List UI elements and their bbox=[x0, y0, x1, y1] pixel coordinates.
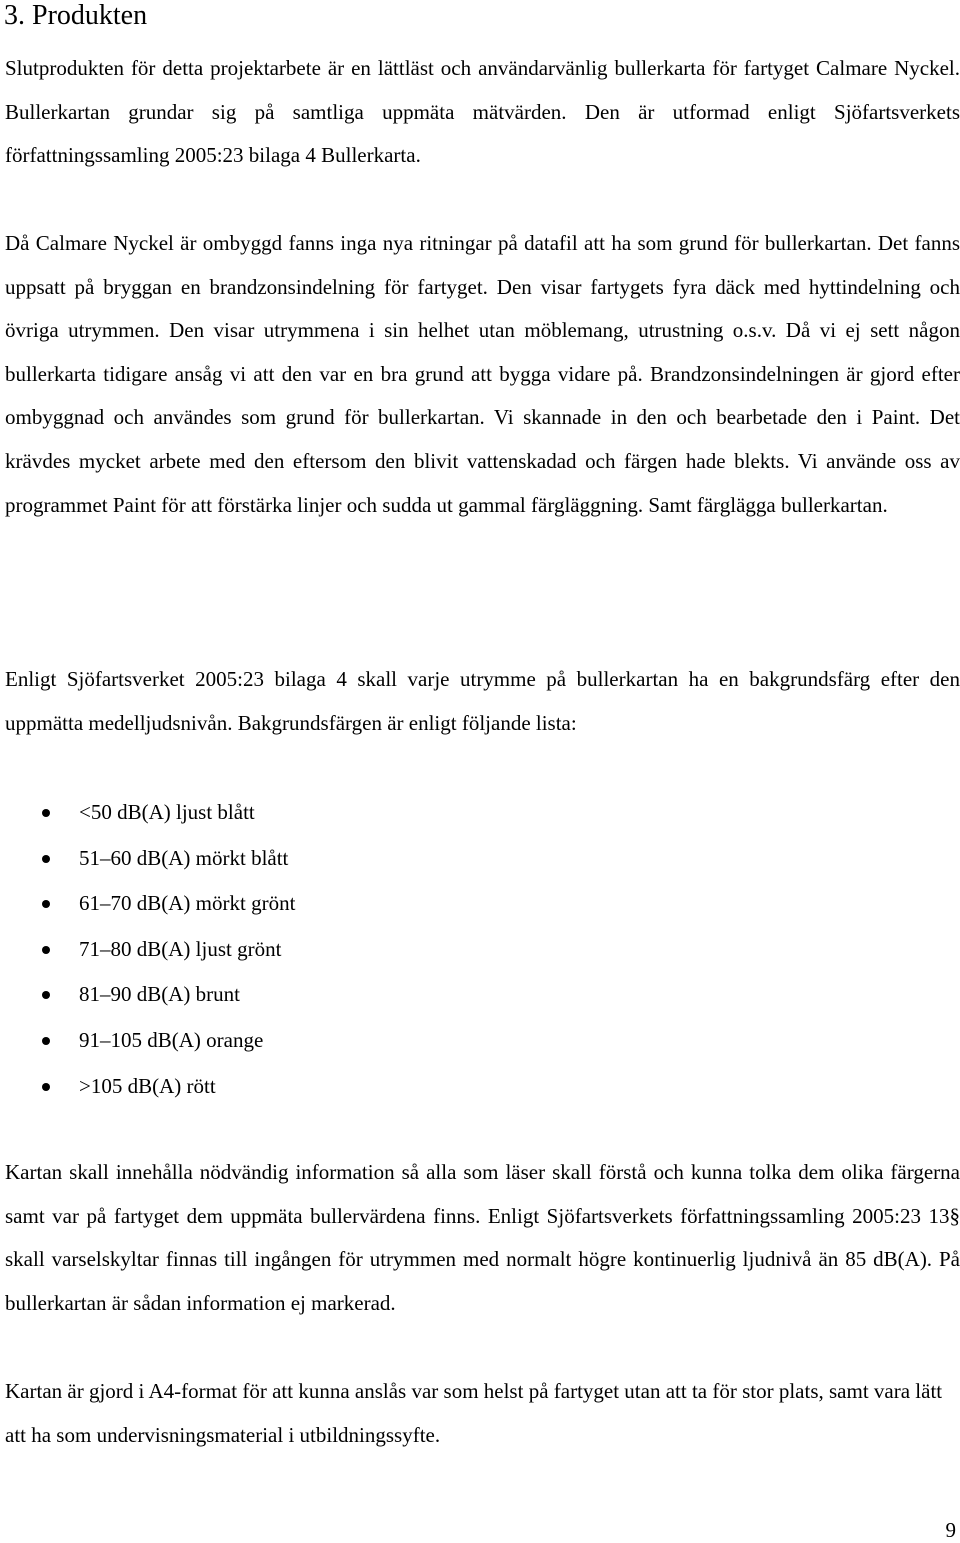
bullet-icon bbox=[42, 855, 50, 863]
paragraph-intro: Slutprodukten för detta projektarbete är en lättläst och användarvänlig bullerkarta för fartyget Calmare Nyckel. Bullerkartan grundar sig på samtliga uppmäta mätvärden. Den är utformad enligt Sjöfartsverkets författningssamling 2005:23 bilaga 4 Bullerkarta. bbox=[5, 56, 960, 168]
bullet-icon bbox=[42, 991, 50, 999]
page-number: 9 bbox=[945, 1518, 956, 1542]
list-item-text: >105 dB(A) rött bbox=[79, 1073, 216, 1098]
bullet-icon bbox=[42, 809, 50, 817]
bullet-icon bbox=[42, 1083, 50, 1091]
section-heading: 3. Produkten bbox=[4, 0, 148, 31]
paragraph-map-information: Kartan skall innehålla nödvändig information så alla som läser skall förstå och kunna tolka dem olika färgerna samt var på fartyget dem uppmäta bullervärdena finns. Enligt Sjöfartsverkets författningssamling 2005:23 13§ skall varselskyltar finnas till ingången för utrymmen med normalt högre kontinuerlig ljudnivå än 85 dB(A). På bullerkartan är sådan information ej markerad. bbox=[5, 1160, 960, 1315]
list-item-text: 71–80 dB(A) ljust grönt bbox=[79, 936, 282, 961]
list-item-text: 61–70 dB(A) mörkt grönt bbox=[79, 891, 296, 916]
list-item-text: 81–90 dB(A) brunt bbox=[79, 982, 240, 1007]
list-item-text: 51–60 dB(A) mörkt blått bbox=[79, 845, 289, 870]
bullet-icon bbox=[42, 946, 50, 954]
paragraph-source-drawings: Då Calmare Nyckel är ombyggd fanns inga nya ritningar på datafil att ha som grund för bullerkartan. Det fanns uppsatt på bryggan en brandzonsindelning för fartyget. Den visar fartygets fyra däck med hyttindelning och övriga utrymmen. Den visar utrymmena i sin helhet utan möblemang, utrustning o.s.v. Då vi ej sett någon bullerkarta tidigare ansåg vi att den var en bra grund att bygga vidare på. Brandzonsindelningen är gjord efter ombyggnad och användes som grund för bullerkartan. Vi skannade in den och bearbetade den i Paint. Det krävdes mycket arbete med den eftersom den blivit vattenskadad och färgen hade blekts. Vi använde oss av programmet Paint för att förstärka linjer och sudda ut gammal färgläggning. Samt färglägga bullerkartan. bbox=[5, 231, 960, 517]
paragraph-a4-format: Kartan är gjord i A4-format för att kunna anslås var som helst på fartyget utan att ta för stor plats, samt vara lätt att ha som undervisningsmaterial i utbildningssyfte. bbox=[5, 1379, 943, 1447]
list-item-text: <50 dB(A) ljust blått bbox=[79, 800, 255, 824]
bullet-icon bbox=[42, 900, 50, 908]
list-item-text: 91–105 dB(A) orange bbox=[79, 1027, 264, 1052]
bullet-icon bbox=[42, 1037, 50, 1045]
paragraph-background-color-rule: Enligt Sjöfartsverket 2005:23 bilaga 4 skall varje utrymme på bullerkartan ha en bakgrundsfärg efter den uppmätta medelljudsnivån. Bakgrundsfärgen är enligt följande lista: bbox=[5, 667, 960, 735]
